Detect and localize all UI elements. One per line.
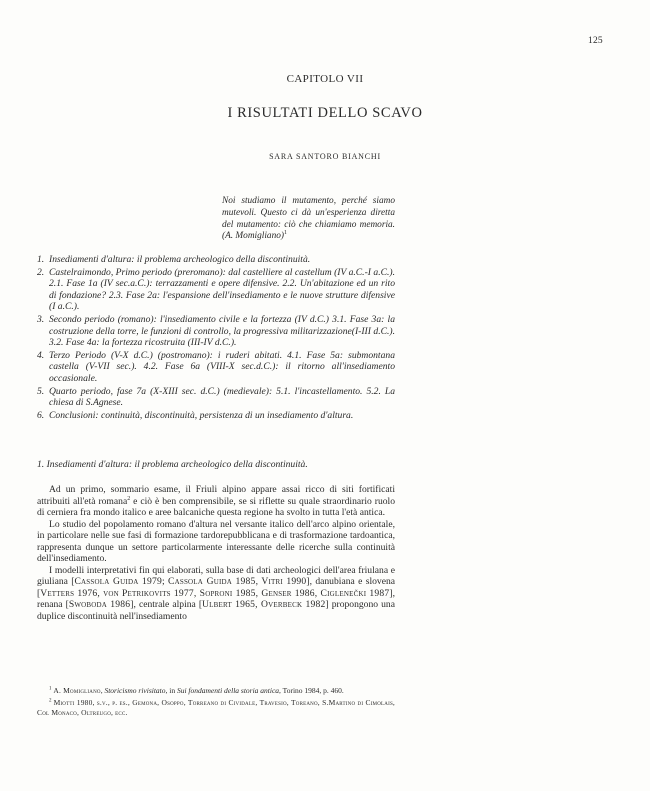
body-text-span: I modelli interpretativi fin qui elaborati, sulla base di dati archeologici dell'area friulana e giuliana [ <box>37 564 395 588</box>
footnote-author: A. Momigliano <box>53 686 101 695</box>
footnote-text: 1980, s.v., p. es., Gemona, Osoppo, Torreano di Cividale, Travesio, Toreano, S.Martino di Cimolais, Col Monaco, Oltreugo, ecc. <box>37 698 395 718</box>
body-paragraph <box>37 565 395 623</box>
footnote-author: Miotti <box>53 698 75 708</box>
toc-item-number: 5. <box>37 385 45 397</box>
toc-item-number: 1. <box>37 254 45 265</box>
epigraph-note-ref: 1 <box>283 230 287 237</box>
footnote-ref: 2 <box>127 495 131 502</box>
page-number: 125 <box>588 36 603 46</box>
body-text-span: ], danubiana e slovena [ <box>37 576 396 599</box>
citation: Vitri 1990 <box>261 576 307 588</box>
toc-item-number: 4. <box>37 349 45 361</box>
toc-item <box>37 350 395 385</box>
body-text-span: Ad un primo, sommario esame, il Friuli alpino appare assai ricco di siti fortificati attribuiti all'età romana <box>37 484 395 507</box>
toc-item-text: Quarto periodo, fase 7a (X-XIII sec. d.C.) (medievale): 5.1. l'incastellamento. 5.2. La chiesa di S.Agnese. <box>49 385 395 409</box>
body-paragraph: Lo studio del popolamento romano d'altura nel versante italico dell'arco alpino orientale, in particolare nelle sue fasi di formazione tardorepubblicana e di trasformazione tardoantica, rappresenta dunque un settore particolarmente interessante delle ricerche sulla continuità dell'insediamento. <box>37 518 395 565</box>
body-text-span: ], renana [ <box>37 587 395 611</box>
footnote-text: , in <box>165 686 177 695</box>
epigraph-text: Noi studiamo il mutamento, perché siamo mutevoli. Questo ci dà un'esperienza diretta del mutamento: ciò che chiamiamo memoria. (A. Momigliano) <box>222 196 395 242</box>
toc-item-text: Insediamenti d'altura: il problema archeologico della discontinuità. <box>49 254 311 265</box>
chapter-title: I RISULTATI DELLO SCAVO <box>227 105 423 121</box>
citation: Cassola Guida 1985 <box>168 576 256 588</box>
toc-item <box>37 267 395 313</box>
body-text-span: ] propongono una duplice discontinuità nell'insediamento <box>37 599 395 623</box>
footnote-work: Storicismo rivisitato <box>104 686 166 695</box>
body-text-span: e ciò è ben comprensibile, se si riflette su quale straordinario ruolo di cerniera fra mondo italico e aree balcaniche questa regione ha svolto in tutta l'età antica. <box>37 495 395 519</box>
citation: Vetters 1976, von Petrikovits 1977, Soproni 1985, Genser 1986, Ciglenečki 1987 <box>40 587 390 599</box>
body-text-span: ], centrale alpina [ <box>130 599 203 611</box>
footnotes <box>37 686 395 721</box>
footnote-number: 2 <box>49 698 52 704</box>
chapter-label: CAPITOLO VII <box>286 73 364 85</box>
toc-item-number: 6. <box>37 409 45 421</box>
toc-item <box>37 254 395 266</box>
author-name: SARA SANTORO BIANCHI <box>269 152 381 161</box>
footnote <box>37 698 395 718</box>
citation: Ulbert 1965, Overbeck 1982 <box>202 599 326 611</box>
body-text-span: ; <box>162 576 169 588</box>
body-paragraph <box>37 484 395 519</box>
footnote-container: Sui fondamenti della storia antica <box>176 686 280 695</box>
footnote-number: 1 <box>49 686 52 692</box>
table-of-contents <box>37 254 395 422</box>
citation: Swoboda 1986 <box>68 599 131 611</box>
citation: Cassola Guida 1979 <box>74 576 162 588</box>
toc-item-number: 2. <box>37 266 45 278</box>
footnote-text: , <box>100 686 105 695</box>
toc-item-text: Secondo periodo (romano): l'insediamento civile e la fortezza (IV d.C.) 3.1. Fase 3a: la costruzione della torre, le funzioni di controllo, la progressiva militarizzazione(I-III d.C.). 3.2. Fase 4a: la fortezza ricostruita (III-IV d.C.). <box>49 313 395 349</box>
footnote-text: , Torino 1984, p. 460. <box>279 686 344 695</box>
body-text <box>37 484 395 623</box>
toc-item-number: 3. <box>37 313 45 325</box>
toc-item <box>37 314 395 349</box>
toc-item-text: Terzo Periodo (V-X d.C.) (postromano): i ruderi abitati. 4.1. Fase 5a: submontana castella (V-VII sec.). 4.2. Fase 6a (VIII-X sec.d.C.): il ritorno all'insediamento occasionale. <box>49 349 395 384</box>
body-text-span: , <box>255 576 262 588</box>
section-heading: 1. Insediamenti d'altura: il problema archeologico della discontinuità. <box>37 459 308 470</box>
toc-item-text: Conclusioni: continuità, discontinuità, persistenza di un insediamento d'altura. <box>49 409 354 421</box>
footnote <box>37 686 395 696</box>
toc-item-text: Castelraimondo, Primo periodo (preromano): dal castelliere al castellum (IV a.C.-I a.C.). 2.1. Fase 1a (IV sec.a.C.): terrazzamenti e opere difensive. 2.2. Un'abitazione ed un rito di fondazione? 2.3. Fase 2a: l'espansione dell'insediamento e le nuove strutture difensive (I a.C.). <box>49 266 395 313</box>
toc-item <box>37 410 395 422</box>
toc-item <box>37 386 395 409</box>
epigraph <box>222 196 395 243</box>
